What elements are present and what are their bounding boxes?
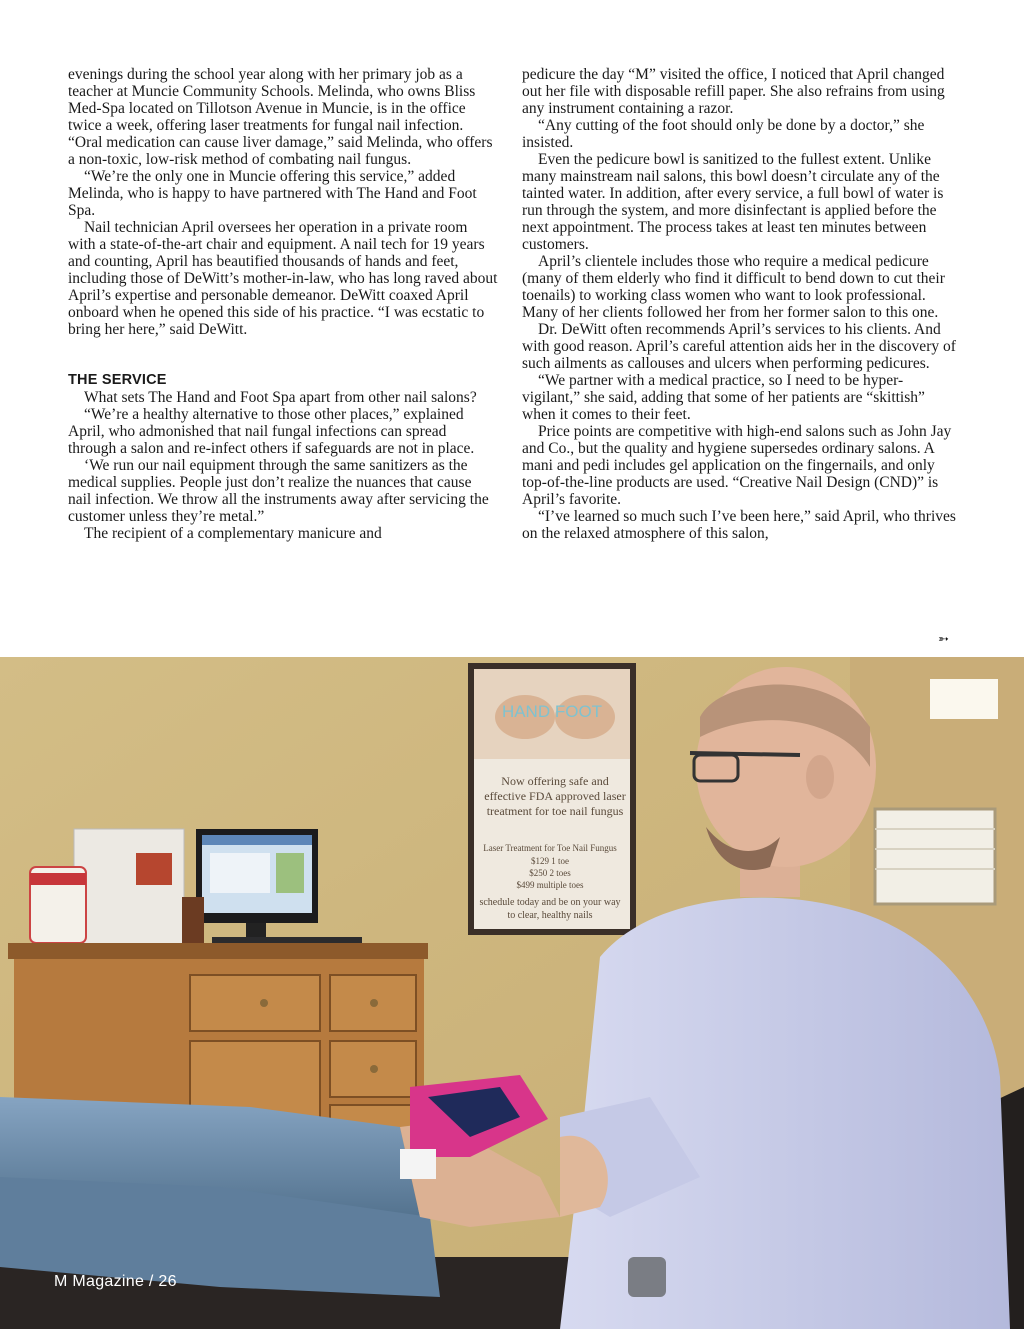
poster-price-title: Laser Treatment for Toe Nail Fungus bbox=[483, 843, 617, 853]
right-paragraph-7: Price points are competitive with high-end salons such as John Jay and Co., but the quality and hygiene supersedes ordinary salons. A mani and pedi includes gel application on the fingernails, and only top-of-the-line products are used. “Creative Nail Design (CND)” is April’s favorite. bbox=[522, 423, 952, 508]
left-paragraph-5: “We’re a healthy alternative to those other places,” explained April, who admonished that nail fungal infections can spread through a salon and re-infect others if safeguards are not in place. bbox=[68, 406, 475, 457]
left-paragraph-3: Nail technician April oversees her operation in a private room with a state-of-the-art chair and equipment. A nail tech for 19 years and counting, April has beautified thousands of hands and feet, including those of DeWitt’s mother-in-law, who has long raved about April’s expertise and personable demeanor. DeWitt coaxed April onboard when he opened this side of his practice. “I was ecstatic to bring her here,” said DeWitt. bbox=[68, 219, 498, 338]
left-paragraph-4: What sets The Hand and Foot Spa apart from other nail salons? bbox=[84, 389, 477, 406]
left-paragraph-2: “We’re the only one in Muncie offering this service,” added Melinda, who is happy to have partnered with The Hand and Foot Spa. bbox=[68, 168, 477, 219]
poster-line-2: effective FDA approved laser bbox=[484, 789, 626, 803]
right-paragraph-6: “We partner with a medical practice, so I need to be hyper-vigilant,” she said, adding that some of her patients are “skittish” when it comes to their feet. bbox=[522, 372, 925, 423]
right-paragraph-4: April’s clientele includes those who require a medical pedicure (many of them elderly who find it difficult to bend down to cut their toenails) to working class women who want to look professional. Many of her clients followed her from her former salon to this one. bbox=[522, 253, 945, 321]
bottle bbox=[182, 897, 204, 943]
right-paragraph-3: Even the pedicure bowl is sanitized to the fullest extent. Unlike many mainstream nail salons, this bowl doesn’t circulate any of the tainted water. In addition, after every service, a full bowl of water is run through the system, and more disinfectant is applied before the next appointment. The process takes at least ten minutes between customers. bbox=[522, 151, 944, 253]
section-gap bbox=[68, 338, 498, 372]
section-heading: THE SERVICE bbox=[68, 372, 167, 388]
right-text-column bbox=[522, 66, 958, 542]
poster-line-3: treatment for toe nail fungus bbox=[486, 804, 624, 818]
photo-illustration bbox=[0, 657, 1024, 1329]
left-paragraph-1: evenings during the school year along with her primary job as a teacher at Muncie Community Schools. Melinda, who owns Bliss Med-Spa located on Tillotson Avenue in Muncie, is in the office twice a week, offering laser treatments for fungal nail infection. “Oral medication can cause liver damage,” said Melinda, who offers a non-toxic, low-risk method of combating nail fungus. bbox=[68, 66, 493, 168]
ceiling-light bbox=[930, 679, 998, 719]
page-folio: M Magazine / 26 bbox=[54, 1273, 177, 1290]
supply-cabinet bbox=[74, 829, 184, 945]
right-paragraph-1: pedicure the day “M” visited the office, I noticed that April changed out her file with disposable refill paper. She also refrains from using any instrument containing a razor. bbox=[522, 66, 945, 117]
doctor-ear bbox=[806, 755, 834, 799]
left-text-column bbox=[68, 66, 498, 542]
wall-poster bbox=[468, 663, 636, 935]
poster-line-1: Now offering safe and bbox=[501, 774, 609, 788]
poster-cta-2: to clear, healthy nails bbox=[507, 910, 593, 921]
right-paragraph-5: Dr. DeWitt often recommends April’s services to his clients. And with good reason. April’s careful attention aids her in the discovery of such ailments as callouses and ulcers when performing pedicures. bbox=[522, 321, 956, 372]
continue-arrow-icon: ➳ bbox=[938, 632, 949, 647]
sock bbox=[400, 1149, 436, 1179]
left-paragraph-6: ‘We run our nail equipment through the same sanitizers as the medical supplies. People just don’t realize the nuances that cause nail infection. We throw all the instruments away after servicing the customer unless they’re metal.” bbox=[68, 457, 489, 525]
article-photo bbox=[0, 657, 1024, 1329]
poster-brand: HAND FOOT bbox=[501, 702, 603, 721]
wristwatch bbox=[628, 1257, 666, 1297]
right-paragraph-8: “I’ve learned so much such I’ve been here,” said April, who thrives on the relaxed atmosphere of this salon, bbox=[522, 508, 956, 542]
poster-price-2: $250 2 toes bbox=[529, 868, 571, 878]
poster-cta-1: schedule today and be on your way bbox=[479, 897, 621, 908]
poster-price-1: $129 1 toe bbox=[531, 856, 569, 866]
window bbox=[875, 809, 995, 904]
right-paragraph-2: “Any cutting of the foot should only be done by a doctor,” she insisted. bbox=[522, 117, 925, 151]
left-paragraph-7: The recipient of a complementary manicure and bbox=[84, 525, 382, 542]
poster-price-3: $499 multiple toes bbox=[516, 880, 584, 890]
